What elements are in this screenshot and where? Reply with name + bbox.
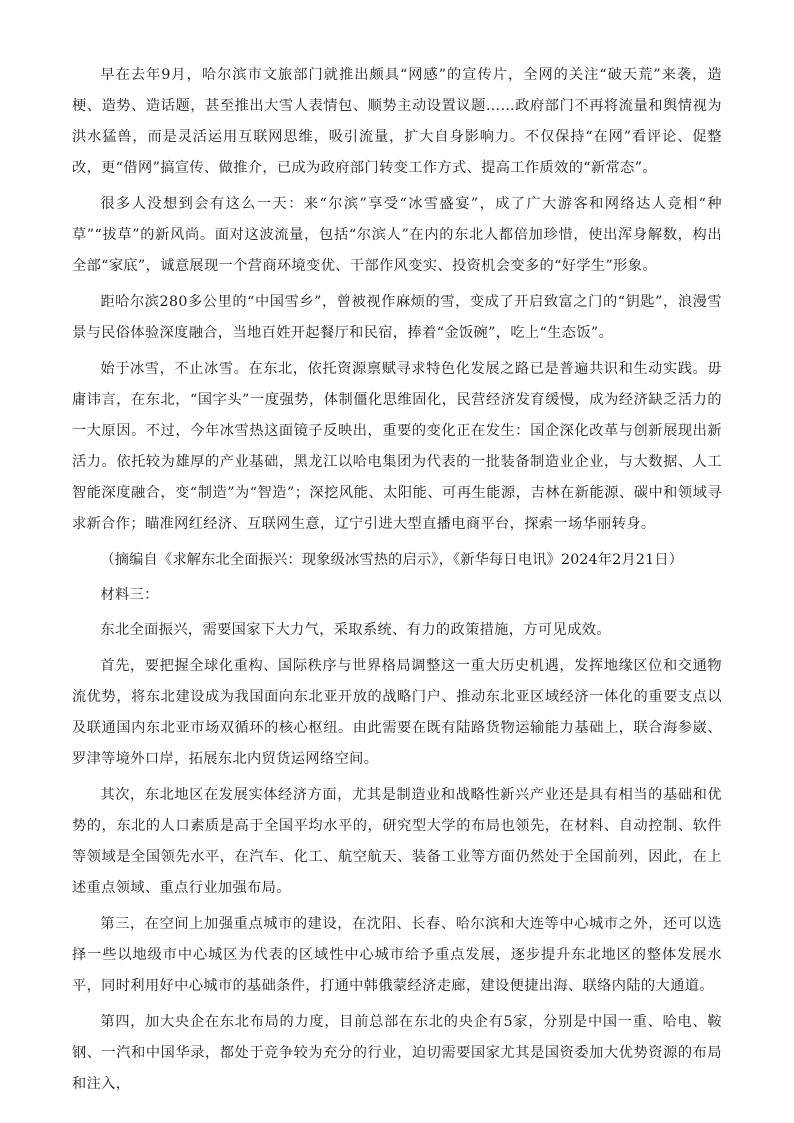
source-citation: （摘编自《求解东北全面振兴：现象级冰雪热的启示》，《新华每日电讯》2024年2月21日） [100, 552, 684, 568]
paragraph-1: 早在去年9月，哈尔滨市文旅部门就推出颇具“网感”的宣传片，全网的关注“破天荒”来袭，造梗、造势、造话题，甚至推出大雪人表情包、顺势主动设置议题……政府部门不再将流量和舆情视为洪水猛兽，而是灵活运用互联网思维，吸引流量，扩大自身影响力。不仅保持“在网”看评论、促整改，更“借网”搞宣传、做推介，已成为政府部门转变工作方式、提高工作质效的“新常态”。 [72, 67, 722, 176]
material-label: 材料三： [100, 587, 159, 603]
paragraph-material3-fourth: 第四，加大央企在东北布局的力度，目前总部在东北的央企有5家，分别是中国一重、哈电、鞍钢、一汽和中国华录，都处于竞争较为充分的行业，迫切需要国家尤其是国资委加大优势资源的布局和注入， [72, 1014, 722, 1092]
paragraph-material3-first: 首先，要把握全球化重构、国际秩序与世界格局调整这一重大历史机遇，发挥地缘区位和交通物流优势，将东北建设成为我国面向东北亚开放的战略门户、推动东北亚区域经济一体化的重要支点以及联通国内东北亚市场双循环的核心枢纽。由此需要在既有陆路货物运输能力基础上，联合海参崴、罗津等境外口岸，拓展东北内贸货运网络空间。 [72, 658, 722, 767]
paragraph-material3-second: 其次，东北地区在发展实体经济方面，尤其是制造业和战略性新兴产业还是具有相当的基础和优势的，东北的人口素质是高于全国平均水平的，研究型大学的布局也领先，在材料、自动控制、软件等领域是全国领先水平，在汽车、化工、航空航天、装备工业等方面仍然处于全国前列，因此，在上述重点领域、重点行业加强布局。 [72, 787, 722, 896]
paragraph-3: 距哈尔滨280多公里的“中国雪乡”，曾被视作麻烦的雪，变成了开启致富之门的“钥匙”，浪漫雪景与民俗体验深度融合，当地百姓开起餐厅和民宿，捧着“金饭碗”，吃上“生态饭”。 [72, 294, 722, 341]
paragraph-2: 很多人没想到会有这么一天：来“尔滨”享受“冰雪盛宴”，成了广大游客和网络达人竞相“种草”“拔草”的新风尚。面对这波流量，包括“尔滨人”在内的东北人都倍加珍惜，使出浑身解数，构出全部“家底”，诚意展现一个营商环境变优、干部作风变实、投资机会变多的“好学生”形象。 [72, 196, 722, 274]
paragraph-material3-intro: 东北全面振兴，需要国家下大力气，采取系统、有力的政策措施，方可见成效。 [100, 622, 611, 638]
paragraph-4: 始于冰雪，不止冰雪。在东北，依托资源禀赋寻求特色化发展之路已是普遍共识和生动实践。毋庸讳言，在东北，“国字头”一度强势，体制僵化思维固化，民营经济发育缓慢，成为经济缺乏活力的一大原因。不过，今年冰雪热这面镜子反映出，重要的变化正在发生：国企深化改革与创新展现出新活力。依托较为雄厚的产业基础，黑龙江以哈电集团为代表的一批装备制造业企业，与大数据、人工智能深度融合，变“制造”为“智造”；深挖风能、太阳能、可再生能源，吉林在新能源、碳中和领域寻求新合作；瞄准网红经济、互联网生意，辽宁引进大型直播电商平台，探索一场华丽转身。 [72, 361, 722, 532]
document-page [72, 60, 722, 1105]
paragraph-material3-third: 第三，在空间上加强重点城市的建设，在沈阳、长春、哈尔滨和大连等中心城市之外，还可以选择一些以地级市中心城区为代表的区域性中心城市给予重点发展，逐步提升东北地区的整体发展水平，同时利用好中心城市的基础条件，打通中韩俄蒙经济走廊，建设便捷出海、联络内陆的大通道。 [72, 916, 722, 994]
